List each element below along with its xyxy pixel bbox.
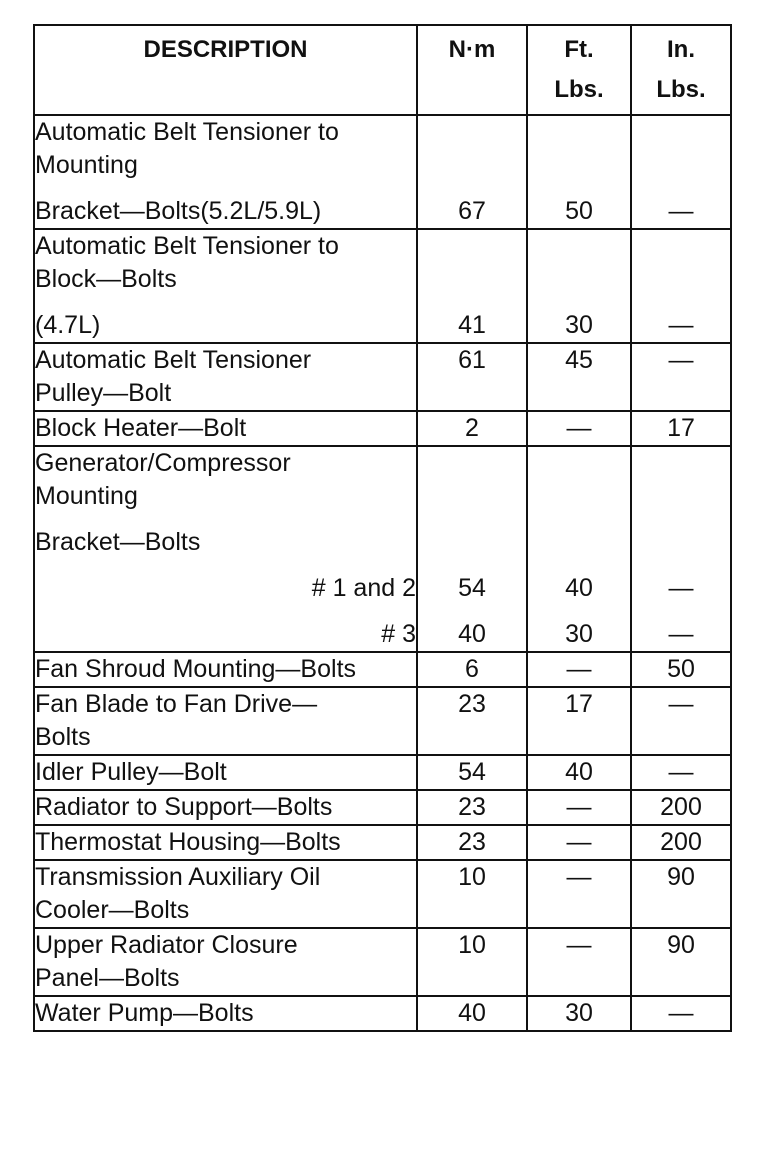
description-line: Bracket—Bolts — [35, 528, 201, 556]
row-nm — [417, 652, 527, 687]
table-row — [34, 343, 731, 411]
value-ft: — — [566, 931, 592, 959]
spacer — [528, 559, 630, 572]
row-in-lbs — [631, 755, 731, 790]
spacer — [528, 605, 630, 618]
description-line: Fan Shroud Mounting—Bolts — [35, 655, 357, 683]
description-line: Transmission Auxiliary Oil — [35, 863, 321, 891]
spacer — [632, 230, 730, 263]
table-row — [34, 755, 731, 790]
description-line: Radiator to Support—Bolts — [35, 793, 333, 821]
row-in-lbs — [631, 825, 731, 860]
value-ft: 30 — [565, 620, 593, 648]
spacer — [528, 296, 630, 309]
value-in: 50 — [667, 655, 695, 683]
row-nm — [417, 755, 527, 790]
description-line: (4.7L) — [35, 311, 101, 339]
value-in: 17 — [667, 414, 695, 442]
row-ft-lbs — [527, 860, 631, 928]
value-in: — — [668, 346, 694, 374]
value-nm: 54 — [458, 574, 486, 602]
description-line: Bracket—Bolts(5.2L/5.9L) — [35, 197, 322, 225]
value-nm: 23 — [458, 828, 486, 856]
value-nm: 67 — [458, 197, 486, 225]
description-line: Pulley—Bolt — [35, 379, 172, 407]
spacer — [418, 559, 526, 572]
spacer — [632, 182, 730, 195]
header-in-lbs: In. Lbs. — [631, 25, 731, 115]
value-in: — — [668, 574, 694, 602]
row-ft-lbs — [527, 755, 631, 790]
value-nm: 54 — [458, 758, 486, 786]
row-nm — [417, 825, 527, 860]
spacer — [418, 526, 526, 559]
spacer — [632, 559, 730, 572]
spacer — [418, 296, 526, 309]
row-description — [34, 996, 417, 1031]
row-description — [34, 446, 417, 652]
row-description — [34, 825, 417, 860]
description-line: Upper Radiator Closure — [35, 931, 298, 959]
description-line: Generator/Compressor — [35, 449, 291, 477]
row-ft-lbs — [527, 411, 631, 446]
value-nm: 41 — [458, 311, 486, 339]
header-nm: N·m — [417, 25, 527, 115]
table-row — [34, 115, 731, 229]
table-row — [34, 996, 731, 1031]
value-ft: 30 — [565, 311, 593, 339]
spacer — [528, 513, 630, 526]
spacer — [632, 526, 730, 559]
table-row — [34, 790, 731, 825]
row-nm — [417, 411, 527, 446]
table-row — [34, 411, 731, 446]
row-ft-lbs — [527, 928, 631, 996]
row-ft-lbs — [527, 229, 631, 343]
spacer — [418, 182, 526, 195]
row-in-lbs — [631, 790, 731, 825]
description-line: Bolts — [35, 723, 91, 751]
spacer — [528, 182, 630, 195]
row-description — [34, 790, 417, 825]
value-nm: 40 — [458, 620, 486, 648]
row-nm — [417, 790, 527, 825]
spacer — [632, 149, 730, 182]
spacer — [528, 526, 630, 559]
row-in-lbs — [631, 115, 731, 229]
row-in-lbs — [631, 343, 731, 411]
sub-label: # 1 and 2 — [311, 574, 416, 602]
spacer — [632, 296, 730, 309]
spacer — [418, 447, 526, 480]
row-in-lbs — [631, 687, 731, 755]
row-description — [34, 652, 417, 687]
value-nm: 10 — [458, 931, 486, 959]
spacer — [632, 480, 730, 513]
description-line: Block—Bolts — [35, 265, 177, 293]
value-nm: 2 — [465, 414, 479, 442]
value-in: — — [668, 311, 694, 339]
value-ft: — — [566, 863, 592, 891]
row-in-lbs — [631, 652, 731, 687]
row-ft-lbs — [527, 115, 631, 229]
spacer — [418, 513, 526, 526]
row-ft-lbs — [527, 343, 631, 411]
spacer — [528, 230, 630, 263]
spacer — [418, 480, 526, 513]
row-in-lbs — [631, 229, 731, 343]
spacer — [418, 605, 526, 618]
torque-spec-table — [33, 24, 732, 1032]
spacer — [632, 116, 730, 149]
row-in-lbs — [631, 928, 731, 996]
value-nm: 23 — [458, 793, 486, 821]
spacer — [418, 230, 526, 263]
spacer — [528, 480, 630, 513]
spacer — [418, 263, 526, 296]
row-nm — [417, 446, 527, 652]
spacer — [632, 447, 730, 480]
table-row — [34, 687, 731, 755]
description-line: Water Pump—Bolts — [35, 999, 254, 1027]
row-description — [34, 343, 417, 411]
row-ft-lbs — [527, 825, 631, 860]
spacer — [528, 149, 630, 182]
row-nm — [417, 860, 527, 928]
row-nm — [417, 928, 527, 996]
row-nm — [417, 343, 527, 411]
description-line: Automatic Belt Tensioner to — [35, 232, 339, 260]
row-in-lbs — [631, 860, 731, 928]
description-line: Block Heater—Bolt — [35, 414, 247, 442]
row-description — [34, 229, 417, 343]
description-line: Cooler—Bolts — [35, 896, 190, 924]
spacer — [35, 513, 416, 526]
row-ft-lbs — [527, 996, 631, 1031]
header-ft-lbs: Ft. Lbs. — [527, 25, 631, 115]
row-ft-lbs — [527, 446, 631, 652]
header-description: DESCRIPTION — [34, 25, 417, 115]
row-ft-lbs — [527, 687, 631, 755]
description-line: Idler Pulley—Bolt — [35, 758, 227, 786]
value-in: — — [668, 999, 694, 1027]
value-in: 200 — [660, 793, 702, 821]
value-in: — — [668, 690, 694, 718]
table-row — [34, 860, 731, 928]
value-ft: 30 — [565, 999, 593, 1027]
value-ft: 40 — [565, 574, 593, 602]
row-nm — [417, 229, 527, 343]
value-ft: 17 — [565, 690, 593, 718]
table-row — [34, 825, 731, 860]
value-ft: — — [566, 655, 592, 683]
value-in: — — [668, 758, 694, 786]
value-nm: 10 — [458, 863, 486, 891]
row-in-lbs — [631, 996, 731, 1031]
row-nm — [417, 996, 527, 1031]
spacer — [418, 149, 526, 182]
description-line: Mounting — [35, 151, 138, 179]
description-line: Automatic Belt Tensioner — [35, 346, 312, 374]
row-description — [34, 115, 417, 229]
header-row — [34, 25, 731, 115]
table-row — [34, 446, 731, 652]
spacer — [35, 605, 416, 618]
value-in: — — [668, 620, 694, 648]
value-ft: — — [566, 414, 592, 442]
table-row — [34, 652, 731, 687]
value-in: 90 — [667, 863, 695, 891]
value-nm: 6 — [465, 655, 479, 683]
row-nm — [417, 115, 527, 229]
row-in-lbs — [631, 411, 731, 446]
row-ft-lbs — [527, 790, 631, 825]
spacer — [632, 513, 730, 526]
value-ft: 45 — [565, 346, 593, 374]
spacer — [35, 296, 416, 309]
sub-label: # 3 — [381, 620, 416, 648]
value-in: 90 — [667, 931, 695, 959]
row-in-lbs — [631, 446, 731, 652]
spacer — [418, 116, 526, 149]
description-line: Thermostat Housing—Bolts — [35, 828, 341, 856]
row-ft-lbs — [527, 652, 631, 687]
table-row — [34, 229, 731, 343]
spacer — [632, 263, 730, 296]
value-nm: 40 — [458, 999, 486, 1027]
row-description — [34, 755, 417, 790]
value-ft: 40 — [565, 758, 593, 786]
description-line: Mounting — [35, 482, 138, 510]
value-ft: 50 — [565, 197, 593, 225]
value-in: — — [668, 197, 694, 225]
row-description — [34, 411, 417, 446]
spacer — [35, 559, 416, 572]
description-line: Automatic Belt Tensioner to — [35, 118, 339, 146]
value-in: 200 — [660, 828, 702, 856]
row-nm — [417, 687, 527, 755]
description-line: Panel—Bolts — [35, 964, 180, 992]
spacer — [35, 182, 416, 195]
table-row — [34, 928, 731, 996]
description-line: Fan Blade to Fan Drive— — [35, 690, 318, 718]
row-description — [34, 687, 417, 755]
value-ft: — — [566, 793, 592, 821]
value-nm: 61 — [458, 346, 486, 374]
value-nm: 23 — [458, 690, 486, 718]
spacer — [528, 447, 630, 480]
spacer — [528, 263, 630, 296]
spacer — [632, 605, 730, 618]
row-description — [34, 860, 417, 928]
value-ft: — — [566, 828, 592, 856]
spacer — [528, 116, 630, 149]
row-description — [34, 928, 417, 996]
